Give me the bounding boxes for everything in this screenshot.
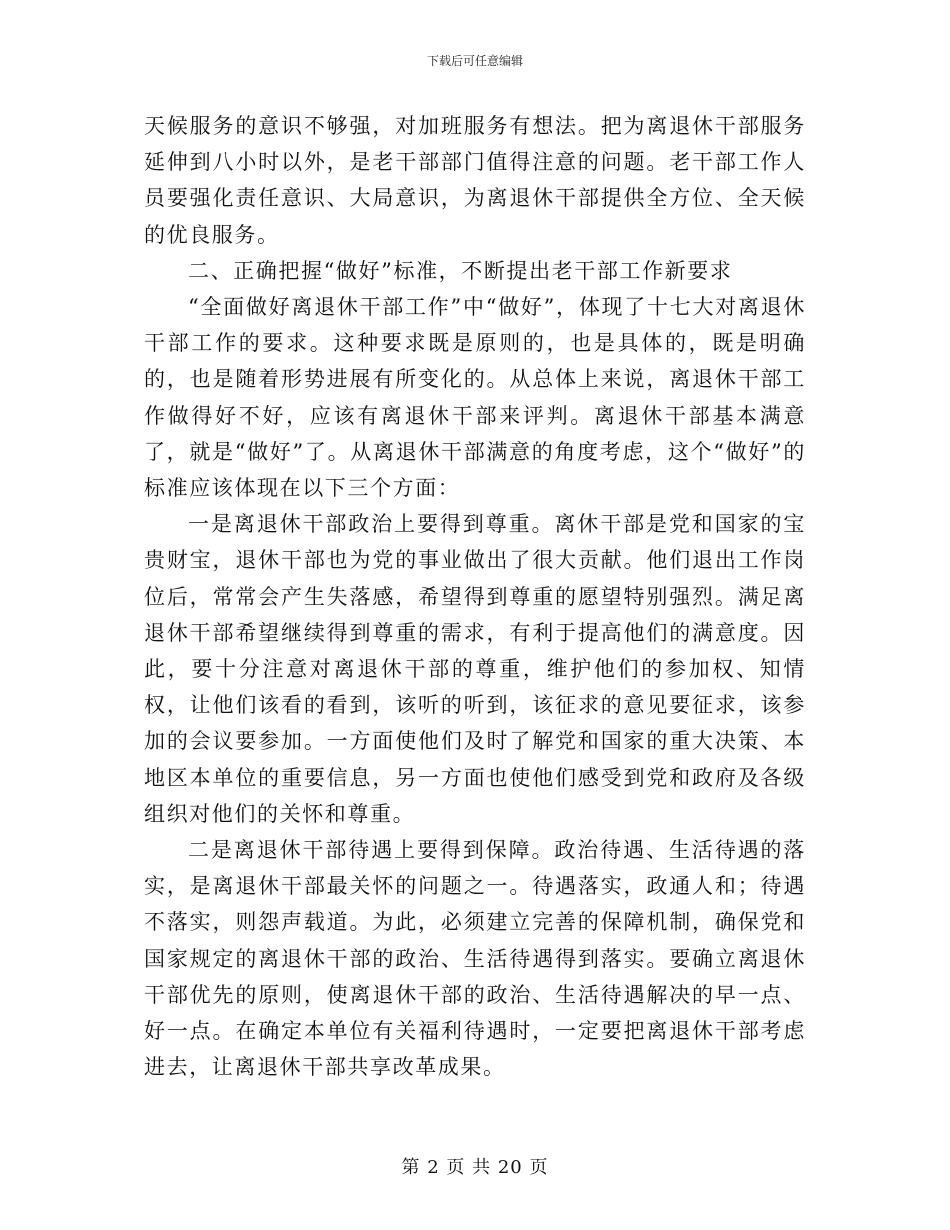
document-body	[144, 108, 806, 1085]
header-note: 下载后可任意编辑	[426, 54, 523, 68]
paragraph-continuation: 天候服务的意识不够强，对加班服务有想法。把为离退休干部服务延伸到八小时以外，是老干部部门值得注意的问题。老干部工作人员要强化责任意识、大局意识，为离退休干部提供全方位、全天候的优良服务。	[144, 114, 806, 247]
paragraph: “全面做好离退休干部工作”中“做好”，体现了十七大对离退休干部工作的要求。这种要求既是原则的，也是具体的，既是明确的，也是随着形势进展有所变化的。从总体上来说，离退休干部工作做得好不好，应该有离退休干部来评判。离退休干部基本满意了，就是“做好”了。从离退休干部满意的角度考虑，这个“做好”的标准应该体现在以下三个方面：	[144, 295, 806, 501]
page-number: 第 2 页 共 20 页	[401, 1157, 549, 1178]
section-heading: 二、正确把握“做好”标准，不断提出老干部工作新要求	[188, 258, 733, 283]
paragraph: 一是离退休干部政治上要得到尊重。离休干部是党和国家的宝贵财宝，退休干部也为党的事业做出了很大贡献。他们退出工作岗位后，常常会产生失落感，希望得到尊重的愿望特别强烈。满足离退休干部希望继续得到尊重的需求，有利于提高他们的满意度。因此，要十分注意对离退休干部的尊重，维护他们的参加权、知情权，让他们该看的看到，该听的听到，该征求的意见要征求，该参加的会议要参加。一方面使他们及时了解党和国家的重大决策、本地区本单位的重要信息，另一方面也使他们感受到党和政府及各级组织对他们的关怀和尊重。	[144, 512, 806, 826]
paragraph: 二是离退休干部待遇上要得到保障。政治待遇、生活待遇的落实，是离退休干部最关怀的问题之一。待遇落实，政通人和；待遇不落实，则怨声载道。为此，必须建立完善的保障机制，确保党和国家规定的离退休干部的政治、生活待遇得到落实。要确立离退休干部优先的原则，使离退休干部的政治、生活待遇解决的早一点、好一点。在确定本单位有关福利待遇时，一定要把离退休干部考虑进去，让离退休干部共享改革成果。	[144, 838, 806, 1080]
